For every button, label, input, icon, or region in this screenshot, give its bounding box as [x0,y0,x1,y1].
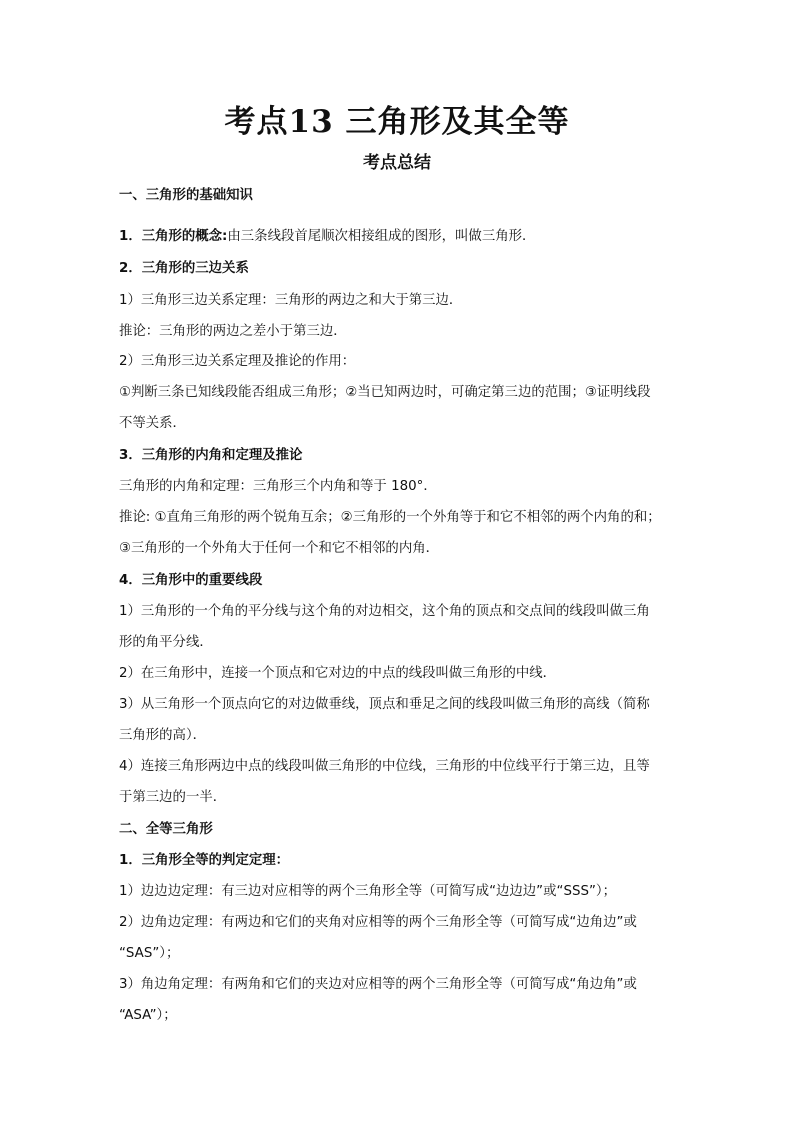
term-definition: 由三条线段首尾顺次相接组成的图形，叫做三角形． [227,229,536,244]
subsection-heading: 2．三角形的三边关系 [119,261,249,276]
term-label: 1．三角形的概念: [119,229,228,244]
page-subtitle: 考点总结 [363,153,431,173]
page-title: 考点13 三角形及其全等 [224,104,570,140]
text-line: “SAS”）； [119,946,180,961]
text-line: ①判断三条已知线段能否组成三角形；②当已知两边时，可确定第三边的范围；③证明线段 [119,385,651,400]
text-line: 形的角平分线． [119,635,213,650]
text-line: 3）角边角定理：有两角和它们的夹边对应相等的两个三角形全等（可简写成“角边角”或 [119,977,637,992]
text-line [119,228,535,246]
text-line: 于第三边的一半． [119,790,227,805]
subsection-heading: 4．三角形中的重要线段 [119,573,263,588]
text-line: 2）在三角形中，连接一个顶点和它对边的中点的线段叫做三角形的中线． [119,666,557,681]
text-line: ③三角形的一个外角大于任何一个和它不相邻的内角． [119,541,439,556]
subsection-heading: 3．三角形的内角和定理及推论 [119,448,303,463]
text-line: 2）三角形三边关系定理及推论的作用： [119,354,356,369]
text-line: 推论：三角形的两边之差小于第三边． [119,324,347,339]
text-line: “ASA”）； [119,1008,177,1023]
text-line: 三角形的高）． [119,728,207,743]
text-line: 1）三角形三边关系定理：三角形的两边之和大于第三边． [119,293,463,308]
subsection-heading: 1．三角形全等的判定定理： [119,853,290,868]
text-line: 1）边边边定理：有三边对应相等的两个三角形全等（可简写成“边边边”或“SSS”）； [119,884,616,899]
section-heading: 二、全等三角形 [119,822,213,837]
text-line: 4）连接三角形两边中点的线段叫做三角形的中位线，三角形的中位线平行于第三边，且等 [119,759,650,774]
text-line: 不等关系． [119,416,186,431]
text-line: 三角形的内角和定理：三角形三个内角和等于 180°． [119,479,437,494]
section-heading: 一、三角形的基础知识 [119,188,253,203]
text-line: 1）三角形的一个角的平分线与这个角的对边相交，这个角的顶点和交点间的线段叫做三角 [119,604,650,619]
text-line: 推论: ①直角三角形的两个锐角互余；②三角形的一个外角等于和它不相邻的两个内角的和； [119,510,661,525]
text-line: 2）边角边定理：有两边和它们的夹角对应相等的两个三角形全等（可简写成“边角边”或 [119,915,637,930]
text-line: 3）从三角形一个顶点向它的对边做垂线，顶点和垂足之间的线段叫做三角形的高线（简称 [119,697,650,712]
